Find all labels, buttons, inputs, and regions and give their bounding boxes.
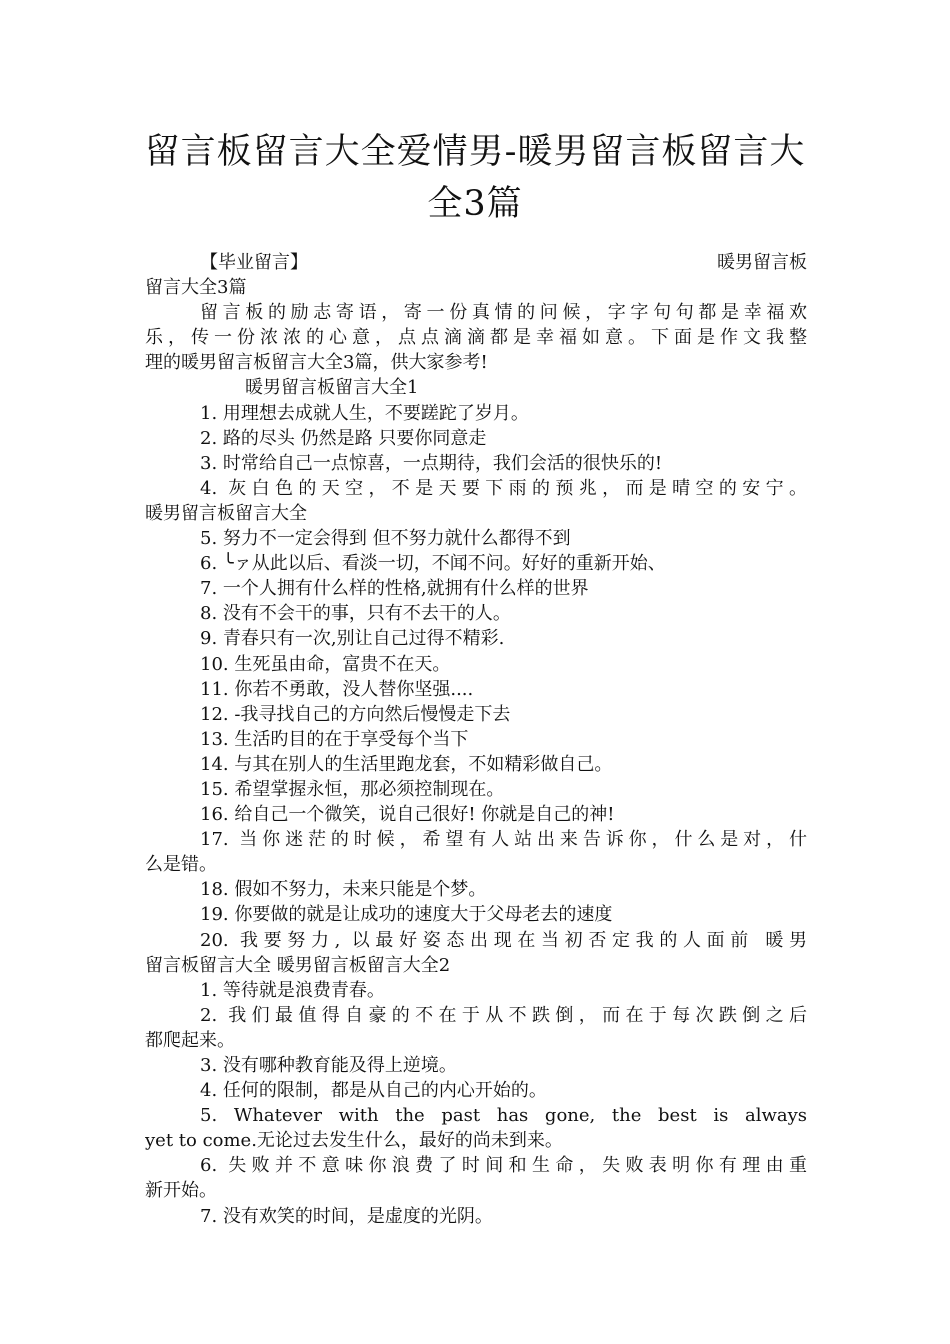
list-item-continuation: 都爬起来。 bbox=[145, 1029, 235, 1051]
list-item: 18. 假如不努力，未来只能是个梦。 bbox=[200, 879, 487, 901]
header-continuation: 留言大全3篇 bbox=[145, 277, 247, 299]
list-item: 7. 没有欢笑的时间，是虚度的光阴。 bbox=[200, 1205, 493, 1227]
list-item-continuation: 暖男留言板留言大全 bbox=[145, 502, 307, 524]
list-item: 19. 你要做的就是让成功的速度大于父母老去的速度 bbox=[200, 904, 613, 926]
list-item: 5. 努力不一定会得到 但不努力就什么都得不到 bbox=[200, 528, 571, 550]
title-line-1: 留言板留言大全爱情男-暖男留言板留言大 bbox=[144, 132, 806, 172]
section-heading: 暖男留言板留言大全1 bbox=[245, 377, 419, 399]
document-title bbox=[140, 126, 810, 230]
list-item: 15. 希望掌握永恒，那必须控制现在。 bbox=[200, 778, 505, 800]
list-item: 8. 没有不会干的事，只有不去干的人。 bbox=[200, 603, 511, 625]
list-item: 20. 我要努力, 以最好姿态出现在当初否定我的人面前 暖男 bbox=[200, 929, 807, 951]
list-item: 7. 一个人拥有什么样的性格,就拥有什么样的世界 bbox=[200, 578, 589, 600]
list-item: 13. 生活旳目的在于享受每个当下 bbox=[200, 728, 469, 750]
category-line bbox=[145, 250, 807, 275]
list-item: 11. 你若不勇敢，没人替你坚强.... bbox=[200, 678, 474, 700]
list-item: 2. 我们最值得自豪的不在于从不跌倒，而在于每次跌倒之后 bbox=[200, 1004, 807, 1026]
title-line-2: 全3篇 bbox=[427, 184, 523, 224]
list-item: 1. 等待就是浪费青春。 bbox=[200, 979, 385, 1001]
list-item: 3. 时常给自己一点惊喜，一点期待，我们会活的很快乐的! bbox=[200, 452, 663, 474]
list-item: 3. 没有哪种教育能及得上逆境。 bbox=[200, 1055, 457, 1076]
list-item: 17. 当你迷茫的时候，希望有人站出来告诉你，什么是对，什 bbox=[200, 829, 807, 851]
list-item: 6. ╰ァ从此以后、看淡一切，不闻不问。好好的重新开始、 bbox=[200, 553, 666, 575]
list-item-continuation: 新开始。 bbox=[145, 1180, 217, 1202]
list-item: 10. 生死虽由命，富贵不在天。 bbox=[200, 653, 451, 675]
intro-line: 乐，传一份浓浓的心意，点点滴滴都是幸福如意。下面是作文我整 bbox=[145, 327, 807, 349]
list-item: 6. 失败并不意味你浪费了时间和生命，失败表明你有理由重 bbox=[200, 1155, 807, 1177]
document-body bbox=[145, 250, 807, 1229]
category-label: 【毕业留言】 bbox=[200, 252, 308, 273]
list-item: 4. 任何的限制，都是从自己的内心开始的。 bbox=[200, 1080, 547, 1102]
list-item: 2. 路的尽头 仍然是路 只要你同意走 bbox=[200, 427, 487, 449]
list-item: 9. 青春只有一次,别让自己过得不精彩. bbox=[200, 628, 505, 650]
list-item: 12. -我寻找自己的方向然后慢慢走下去 bbox=[200, 703, 511, 725]
list-item: 14. 与其在别人的生活里跑龙套，不如精彩做自己。 bbox=[200, 753, 613, 775]
intro-line: 留言板的励志寄语，寄一份真情的问候，字字句句都是幸福欢 bbox=[200, 302, 807, 324]
list-item-continuation: yet to come.无论过去发生什么，最好的尚未到来。 bbox=[145, 1130, 563, 1152]
list-item-continuation: 么是错。 bbox=[145, 854, 217, 876]
header-right-text: 暖男留言板 bbox=[717, 252, 807, 273]
list-item-continuation: 留言板留言大全 暖男留言板留言大全2 bbox=[145, 954, 451, 976]
intro-line: 理的暖男留言板留言大全3篇，供大家参考! bbox=[145, 352, 488, 374]
list-item: 16. 给自己一个微笑，说自己很好! 你就是自己的神! bbox=[200, 804, 615, 826]
list-item: 4. 灰白色的天空，不是天要下雨的预兆，而是晴空的安宁。 bbox=[200, 477, 807, 499]
list-item: 1. 用理想去成就人生，不要蹉跎了岁月。 bbox=[200, 402, 529, 424]
list-item: 5. Whatever with the past has gone, the best is always bbox=[200, 1105, 807, 1127]
